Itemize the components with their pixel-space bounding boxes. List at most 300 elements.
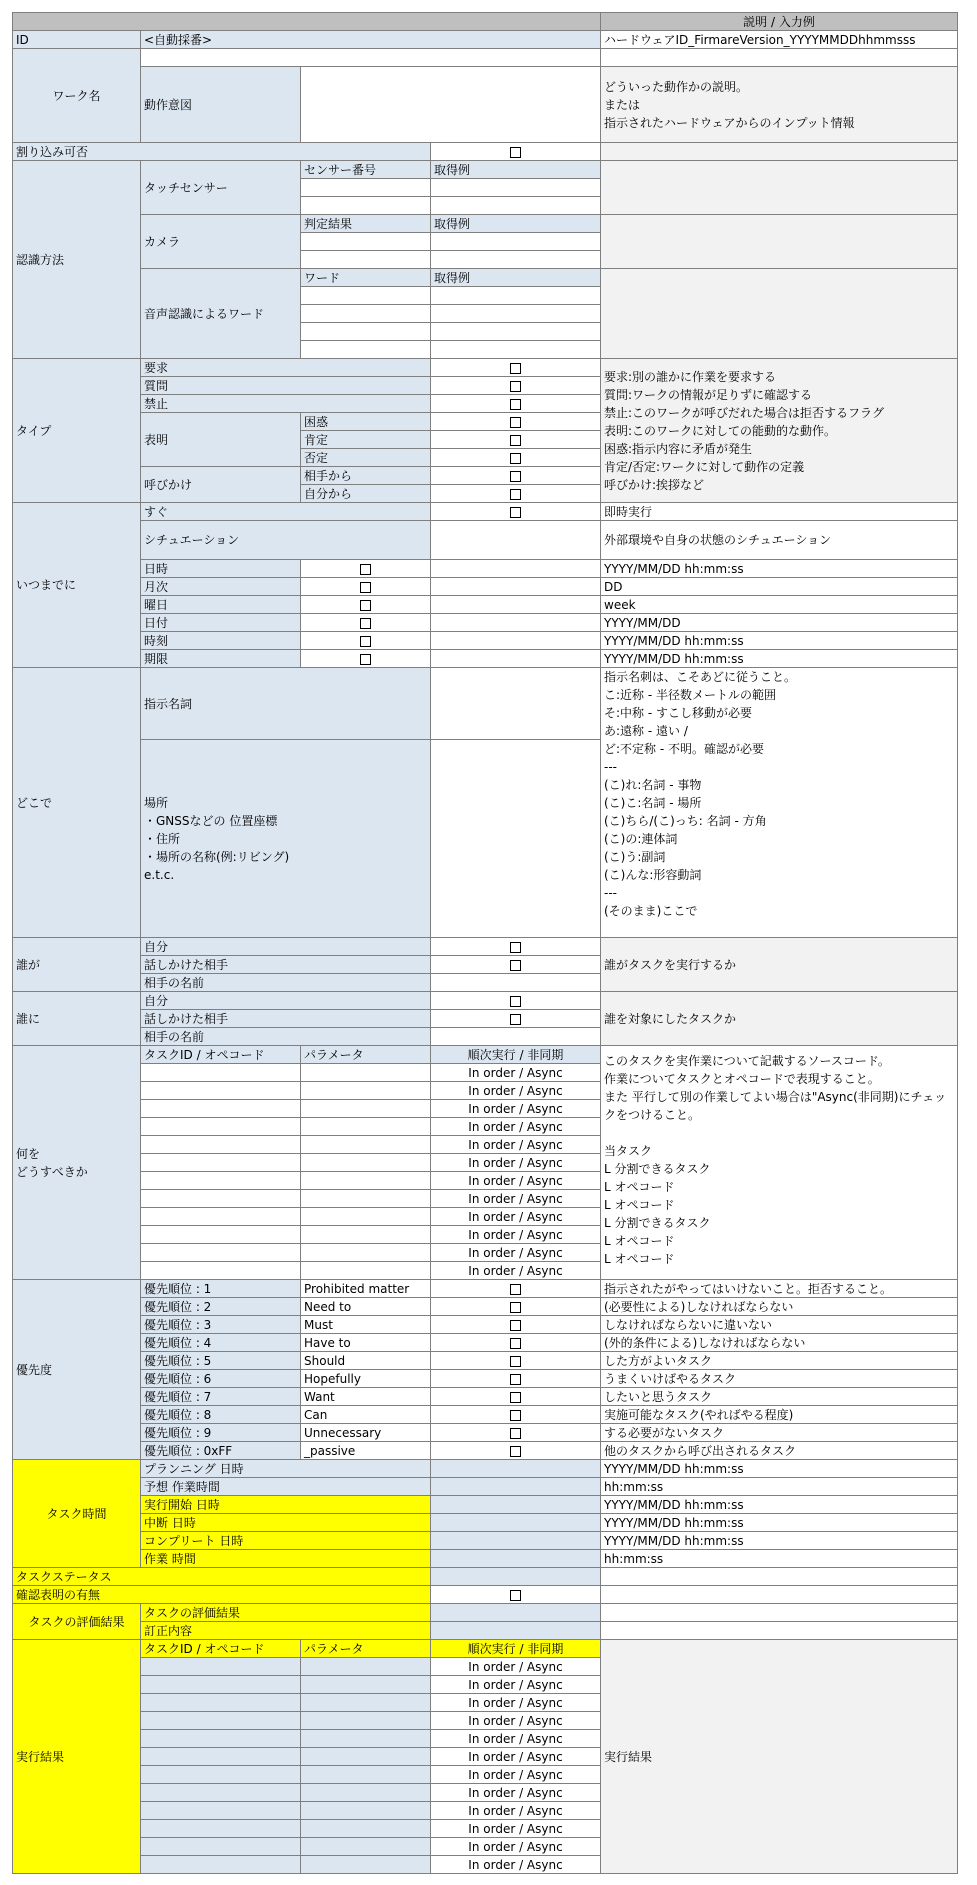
- what-order-header: 順次実行 / 非同期: [431, 1046, 601, 1064]
- type-from-self-checkbox[interactable]: [431, 485, 601, 503]
- what-desc: このタスクを実作業について記載するソースコード。 作業についてタスクとオペコードで表現すること。 また 平行して別の作業してよい場合は"Async(非同期)にチェックをつけること。 当タスク L 分割できるタスク L オペコード L オペコード L 分割できるタスク L オペコード L オペコード: [601, 1046, 958, 1280]
- checkbox-icon[interactable]: [510, 471, 521, 482]
- priority-desc: 実施可能なタスク(やればやる程度): [601, 1406, 958, 1424]
- touch-example-input[interactable]: [431, 179, 601, 197]
- type-question-label: 質問: [141, 377, 431, 395]
- who-self-checkbox[interactable]: [431, 938, 601, 956]
- exec-param-header: パラメータ: [301, 1640, 431, 1658]
- what-param-input[interactable]: [301, 1136, 431, 1154]
- when-monthly-desc: DD: [601, 578, 958, 596]
- priority-en: Want: [301, 1388, 431, 1406]
- priority-desc: したいと思うタスク: [601, 1388, 958, 1406]
- what-task-id-input[interactable]: [141, 1100, 301, 1118]
- checkbox-icon[interactable]: [510, 453, 521, 464]
- what-order-select[interactable]: In order / Async: [431, 1064, 601, 1082]
- exec-order-select[interactable]: In order / Async: [431, 1676, 601, 1694]
- where-demonstrative-input[interactable]: [431, 668, 601, 740]
- what-task-id-input[interactable]: [141, 1082, 301, 1100]
- exec-param-input[interactable]: [301, 1676, 431, 1694]
- exec-task-id-input[interactable]: [141, 1784, 301, 1802]
- camera-example-input[interactable]: [431, 251, 601, 269]
- confirm-desc: [601, 1586, 958, 1604]
- judgement-input[interactable]: [301, 251, 431, 269]
- voice-word-label: 音声認識によるワード: [141, 269, 301, 359]
- word-input[interactable]: [301, 305, 431, 323]
- checkbox-icon[interactable]: [360, 582, 371, 593]
- task-time-suspend-label: 中断 日時: [141, 1514, 431, 1532]
- checkbox-icon[interactable]: [510, 507, 521, 518]
- when-date-label: 日付: [141, 614, 301, 632]
- checkbox-icon[interactable]: [360, 564, 371, 575]
- id-label: ID: [13, 31, 141, 49]
- when-datetime-checkbox[interactable]: [301, 560, 431, 578]
- id-value[interactable]: <自動採番>: [141, 31, 601, 49]
- exec-order-header: 順次実行 / 非同期: [431, 1640, 601, 1658]
- what-param-input[interactable]: [301, 1226, 431, 1244]
- touch-example-input[interactable]: [431, 197, 601, 215]
- what-param-input[interactable]: [301, 1172, 431, 1190]
- what-order-select[interactable]: In order / Async: [431, 1118, 601, 1136]
- id-row: [13, 31, 958, 49]
- type-from-self-label: 自分から: [301, 485, 431, 503]
- what-task-id-input[interactable]: [141, 1172, 301, 1190]
- work-name-label: ワーク名: [13, 49, 141, 143]
- exec-order-select[interactable]: In order / Async: [431, 1784, 601, 1802]
- task-time-estimate-input[interactable]: [431, 1478, 601, 1496]
- exec-task-id-input[interactable]: [141, 1712, 301, 1730]
- confirm-label: 確認表明の有無: [13, 1586, 431, 1604]
- type-deny-checkbox[interactable]: [431, 449, 601, 467]
- exec-param-input[interactable]: [301, 1658, 431, 1676]
- priority-desc: 指示されたがやってはいけないこと。拒否すること。: [601, 1280, 958, 1298]
- priority-checkbox[interactable]: [431, 1388, 601, 1406]
- what-task-id-input[interactable]: [141, 1136, 301, 1154]
- priority-name: 優先順位 : 8: [141, 1406, 301, 1424]
- what-task-id-input[interactable]: [141, 1154, 301, 1172]
- exec-order-select[interactable]: In order / Async: [431, 1730, 601, 1748]
- who-partner-label: 話しかけた相手: [141, 956, 431, 974]
- exec-param-input[interactable]: [301, 1730, 431, 1748]
- what-param-input[interactable]: [301, 1262, 431, 1280]
- type-affirm-checkbox[interactable]: [431, 431, 601, 449]
- word-input[interactable]: [301, 323, 431, 341]
- when-monthly-label: 月次: [141, 578, 301, 596]
- what-task-id-input[interactable]: [141, 1244, 301, 1262]
- exec-order-select[interactable]: In order / Async: [431, 1802, 601, 1820]
- priority-desc: した方がよいタスク: [601, 1352, 958, 1370]
- whom-self-checkbox[interactable]: [431, 992, 601, 1010]
- task-time-start-desc: YYYY/MM/DD hh:mm:ss: [601, 1496, 958, 1514]
- where-place-input[interactable]: [431, 740, 601, 938]
- exec-order-select[interactable]: In order / Async: [431, 1838, 601, 1856]
- when-situation-desc: 外部環境や自身の状態のシチュエーション: [601, 521, 958, 560]
- interrupt-checkbox[interactable]: [431, 143, 601, 161]
- whom-label: 誰に: [13, 992, 141, 1046]
- when-datetime-input[interactable]: [431, 560, 601, 578]
- type-call-label: 呼びかけ: [141, 467, 301, 503]
- priority-checkbox[interactable]: [431, 1280, 601, 1298]
- priority-name: 優先順位 : 9: [141, 1424, 301, 1442]
- type-confused-checkbox[interactable]: [431, 413, 601, 431]
- what-task-id-input[interactable]: [141, 1064, 301, 1082]
- task-definition-sheet: [12, 12, 958, 1874]
- priority-checkbox[interactable]: [431, 1352, 601, 1370]
- where-demonstrative-label: 指示名詞: [141, 668, 431, 740]
- exec-result-label: 実行結果: [13, 1640, 141, 1874]
- when-deadline-label: 期限: [141, 650, 301, 668]
- checkbox-icon[interactable]: [510, 1428, 521, 1439]
- exec-task-id-input[interactable]: [141, 1676, 301, 1694]
- camera-example-input[interactable]: [431, 233, 601, 251]
- priority-en: Need to: [301, 1298, 431, 1316]
- header-row: [13, 13, 958, 31]
- what-param-input[interactable]: [301, 1082, 431, 1100]
- when-deadline-input[interactable]: [431, 650, 601, 668]
- type-affirm-label: 肯定: [301, 431, 431, 449]
- evaluation-result-input[interactable]: [431, 1604, 601, 1622]
- sensor-number-input[interactable]: [301, 179, 431, 197]
- priority-en: Prohibited matter: [301, 1280, 431, 1298]
- when-immediate-label: すぐ: [141, 503, 431, 521]
- what-param-input[interactable]: [301, 1190, 431, 1208]
- priority-desc: (必要性による)しなければならない: [601, 1298, 958, 1316]
- exec-order-select[interactable]: In order / Async: [431, 1820, 601, 1838]
- what-order-select[interactable]: In order / Async: [431, 1082, 601, 1100]
- checkbox-icon[interactable]: [510, 381, 521, 392]
- priority-en: Should: [301, 1352, 431, 1370]
- confirm-checkbox[interactable]: [431, 1586, 601, 1604]
- checkbox-icon[interactable]: [510, 1374, 521, 1385]
- checkbox-icon[interactable]: [510, 399, 521, 410]
- when-situation-input[interactable]: [431, 521, 601, 560]
- exec-order-select[interactable]: In order / Async: [431, 1766, 601, 1784]
- checkbox-icon[interactable]: [510, 1338, 521, 1349]
- exec-param-input[interactable]: [301, 1766, 431, 1784]
- sensor-number-header: センサー番号: [301, 161, 431, 179]
- touch-example-header: 取得例: [431, 161, 601, 179]
- priority-desc: する必要がないタスク: [601, 1424, 958, 1442]
- when-time-desc: YYYY/MM/DD hh:mm:ss: [601, 632, 958, 650]
- where-desc: 指示名刺は、こそあどに従うこと。 こ:近称 - 半径数メートルの範囲 そ:中称 - すこし移動が必要 あ:遠称 - 遠い / ど:不定称 - 不明。確認が必要 --- (こ)れ:名詞 - 事物 (こ)こ:名詞 - 場所 (こ)ちら/(こ)っち: 名詞 - 方角 (こ)の:連体詞 (こ)う:副詞 (こ)んな:形容動詞 --- (そのまま)ここで: [601, 668, 958, 938]
- word-input[interactable]: [301, 341, 431, 359]
- touch-desc: [601, 161, 958, 215]
- exec-param-input[interactable]: [301, 1784, 431, 1802]
- when-weekday-input[interactable]: [431, 596, 601, 614]
- checkbox-icon[interactable]: [360, 654, 371, 665]
- id-desc: ハードウェアID_FirmareVersion_YYYYMMDDhhmmsss: [601, 31, 958, 49]
- checkbox-icon[interactable]: [510, 1392, 521, 1403]
- type-expression-label: 表明: [141, 413, 301, 467]
- checkbox-icon[interactable]: [510, 1302, 521, 1313]
- task-time-suspend-desc: YYYY/MM/DD hh:mm:ss: [601, 1514, 958, 1532]
- checkbox-icon[interactable]: [510, 1014, 521, 1025]
- checkbox-icon[interactable]: [510, 1446, 521, 1457]
- what-label: 何を どうすべきか: [13, 1046, 141, 1280]
- task-status-label: タスクステータス: [13, 1568, 431, 1586]
- priority-name: 優先順位 : 3: [141, 1316, 301, 1334]
- when-date-checkbox[interactable]: [301, 614, 431, 632]
- what-order-select[interactable]: In order / Async: [431, 1172, 601, 1190]
- sensor-number-input[interactable]: [301, 197, 431, 215]
- type-question-checkbox[interactable]: [431, 377, 601, 395]
- task-time-work-input[interactable]: [431, 1550, 601, 1568]
- task-time-work-desc: hh:mm:ss: [601, 1550, 958, 1568]
- priority-en: Hopefully: [301, 1370, 431, 1388]
- checkbox-icon[interactable]: [510, 942, 521, 953]
- who-partner-name-label: 相手の名前: [141, 974, 431, 992]
- what-task-id-input[interactable]: [141, 1226, 301, 1244]
- priority-checkbox[interactable]: [431, 1442, 601, 1460]
- work-intent-label: 動作意図: [141, 67, 301, 143]
- who-label: 誰が: [13, 938, 141, 992]
- priority-desc: 他のタスクから呼び出されるタスク: [601, 1442, 958, 1460]
- when-deadline-checkbox[interactable]: [301, 650, 431, 668]
- type-forbid-label: 禁止: [141, 395, 431, 413]
- what-order-select[interactable]: In order / Async: [431, 1154, 601, 1172]
- header-desc: 説明 / 入力例: [601, 13, 958, 31]
- work-name-input[interactable]: [141, 49, 601, 67]
- when-immediate-desc: 即時実行: [601, 503, 958, 521]
- voice-desc: [601, 269, 958, 359]
- when-weekday-desc: week: [601, 596, 958, 614]
- judgement-header: 判定結果: [301, 215, 431, 233]
- when-weekday-checkbox[interactable]: [301, 596, 431, 614]
- checkbox-icon[interactable]: [510, 1410, 521, 1421]
- checkbox-icon[interactable]: [510, 435, 521, 446]
- when-label: いつまでに: [13, 503, 141, 668]
- priority-en: Must: [301, 1316, 431, 1334]
- task-time-label: タスク時間: [13, 1460, 141, 1568]
- task-time-suspend-input[interactable]: [431, 1514, 601, 1532]
- what-task-id-header: タスクID / オペコード: [141, 1046, 301, 1064]
- priority-name: 優先順位 : 0xFF: [141, 1442, 301, 1460]
- priority-name: 優先順位 : 5: [141, 1352, 301, 1370]
- exec-param-input[interactable]: [301, 1802, 431, 1820]
- what-task-id-input[interactable]: [141, 1118, 301, 1136]
- work-intent-input[interactable]: [301, 67, 601, 143]
- camera-example-header: 取得例: [431, 215, 601, 233]
- what-param-input[interactable]: [301, 1208, 431, 1226]
- task-time-estimate-desc: hh:mm:ss: [601, 1478, 958, 1496]
- header-blank: [13, 13, 601, 31]
- what-order-select[interactable]: In order / Async: [431, 1136, 601, 1154]
- whom-desc: 誰を対象にしたタスクか: [601, 992, 958, 1046]
- exec-param-input[interactable]: [301, 1838, 431, 1856]
- priority-desc: (外的条件による)しなければならない: [601, 1334, 958, 1352]
- priority-checkbox[interactable]: [431, 1370, 601, 1388]
- what-task-id-input[interactable]: [141, 1208, 301, 1226]
- what-param-input[interactable]: [301, 1154, 431, 1172]
- when-deadline-desc: YYYY/MM/DD hh:mm:ss: [601, 650, 958, 668]
- exec-task-id-input[interactable]: [141, 1856, 301, 1874]
- exec-task-id-input[interactable]: [141, 1802, 301, 1820]
- what-order-select[interactable]: In order / Async: [431, 1226, 601, 1244]
- checkbox-icon[interactable]: [360, 618, 371, 629]
- what-order-select[interactable]: In order / Async: [431, 1190, 601, 1208]
- exec-param-input[interactable]: [301, 1712, 431, 1730]
- evaluation-result-desc: [601, 1604, 958, 1622]
- camera-desc: [601, 215, 958, 269]
- who-desc: 誰がタスクを実行するか: [601, 938, 958, 992]
- voice-example-input[interactable]: [431, 323, 601, 341]
- exec-order-select[interactable]: In order / Async: [431, 1856, 601, 1874]
- whom-partner-label: 話しかけた相手: [141, 1010, 431, 1028]
- type-desc: 要求:別の誰かに作業を要求する 質問:ワークの情報が足りずに確認する 禁止:このワークが呼びだれた場合は拒否するフラグ 表明:このワークに対しての能動的な動作。 困惑:指示内容に矛盾が発生 肯定/否定:ワークに対して動作の定義 呼びかけ:挨拶など: [601, 359, 958, 503]
- when-date-desc: YYYY/MM/DD: [601, 614, 958, 632]
- checkbox-icon[interactable]: [510, 147, 521, 158]
- whom-self-label: 自分: [141, 992, 431, 1010]
- what-task-id-input[interactable]: [141, 1190, 301, 1208]
- when-monthly-input[interactable]: [431, 578, 601, 596]
- who-partner-name-input[interactable]: [431, 974, 601, 992]
- what-param-input[interactable]: [301, 1100, 431, 1118]
- evaluation-label: タスクの評価結果: [13, 1604, 141, 1640]
- task-time-complete-label: コンプリート 日時: [141, 1532, 431, 1550]
- evaluation-correction-input[interactable]: [431, 1622, 601, 1640]
- who-self-label: 自分: [141, 938, 431, 956]
- priority-name: 優先順位 : 4: [141, 1334, 301, 1352]
- evaluation-correction-label: 訂正内容: [141, 1622, 431, 1640]
- what-order-select[interactable]: In order / Async: [431, 1262, 601, 1280]
- type-forbid-checkbox[interactable]: [431, 395, 601, 413]
- exec-order-select[interactable]: In order / Async: [431, 1748, 601, 1766]
- checkbox-icon[interactable]: [510, 960, 521, 971]
- priority-checkbox[interactable]: [431, 1406, 601, 1424]
- when-immediate-checkbox[interactable]: [431, 503, 601, 521]
- priority-name: 優先順位 : 6: [141, 1370, 301, 1388]
- voice-example-input[interactable]: [431, 287, 601, 305]
- when-date-input[interactable]: [431, 614, 601, 632]
- exec-task-id-input[interactable]: [141, 1730, 301, 1748]
- exec-param-input[interactable]: [301, 1856, 431, 1874]
- exec-order-select[interactable]: In order / Async: [431, 1694, 601, 1712]
- exec-task-id-input[interactable]: [141, 1838, 301, 1856]
- what-order-select[interactable]: In order / Async: [431, 1100, 601, 1118]
- voice-example-input[interactable]: [431, 341, 601, 359]
- work-name-desc: どういった動作かの説明。 または 指示されたハードウェアからのインプット情報: [601, 67, 958, 143]
- whom-partner-name-input[interactable]: [431, 1028, 601, 1046]
- voice-example-input[interactable]: [431, 305, 601, 323]
- type-request-label: 要求: [141, 359, 431, 377]
- evaluation-correction-desc: [601, 1622, 958, 1640]
- priority-checkbox[interactable]: [431, 1298, 601, 1316]
- exec-result-desc: 実行結果: [601, 1640, 958, 1874]
- exec-task-id-input[interactable]: [141, 1694, 301, 1712]
- priority-checkbox[interactable]: [431, 1316, 601, 1334]
- priority-en: _passive: [301, 1442, 431, 1460]
- exec-order-select[interactable]: In order / Async: [431, 1712, 601, 1730]
- exec-param-input[interactable]: [301, 1748, 431, 1766]
- task-time-complete-desc: YYYY/MM/DD hh:mm:ss: [601, 1532, 958, 1550]
- type-from-partner-checkbox[interactable]: [431, 467, 601, 485]
- when-time-label: 時刻: [141, 632, 301, 650]
- what-order-select[interactable]: In order / Async: [431, 1208, 601, 1226]
- voice-example-header: 取得例: [431, 269, 601, 287]
- priority-name: 優先順位 : 7: [141, 1388, 301, 1406]
- word-input[interactable]: [301, 287, 431, 305]
- when-monthly-checkbox[interactable]: [301, 578, 431, 596]
- whom-partner-checkbox[interactable]: [431, 1010, 601, 1028]
- exec-task-id-input[interactable]: [141, 1748, 301, 1766]
- checkbox-icon[interactable]: [510, 1356, 521, 1367]
- exec-param-input[interactable]: [301, 1694, 431, 1712]
- exec-task-id-input[interactable]: [141, 1820, 301, 1838]
- priority-en: Can: [301, 1406, 431, 1424]
- camera-label: カメラ: [141, 215, 301, 269]
- what-task-id-input[interactable]: [141, 1262, 301, 1280]
- checkbox-icon[interactable]: [360, 636, 371, 647]
- interrupt-desc: [601, 143, 958, 161]
- type-deny-label: 否定: [301, 449, 431, 467]
- type-from-partner-label: 相手から: [301, 467, 431, 485]
- when-time-checkbox[interactable]: [301, 632, 431, 650]
- when-time-input[interactable]: [431, 632, 601, 650]
- checkbox-icon[interactable]: [510, 417, 521, 428]
- task-time-planning-input[interactable]: [431, 1460, 601, 1478]
- when-datetime-desc: YYYY/MM/DD hh:mm:ss: [601, 560, 958, 578]
- priority-name: 優先順位 : 2: [141, 1298, 301, 1316]
- type-request-checkbox[interactable]: [431, 359, 601, 377]
- type-confused-label: 困惑: [301, 413, 431, 431]
- evaluation-result-label: タスクの評価結果: [141, 1604, 431, 1622]
- priority-desc: しなければならないに違いない: [601, 1316, 958, 1334]
- where-place-label: 場所 ・GNSSなどの 位置座標 ・住所 ・場所の名称(例:リビング) e.t.c.: [141, 740, 431, 938]
- exec-param-input[interactable]: [301, 1820, 431, 1838]
- task-time-start-label: 実行開始 日時: [141, 1496, 431, 1514]
- checkbox-icon[interactable]: [510, 489, 521, 500]
- task-time-complete-input[interactable]: [431, 1532, 601, 1550]
- when-situation-label: シチュエーション: [141, 521, 431, 560]
- task-status-input[interactable]: [431, 1568, 601, 1586]
- checkbox-icon[interactable]: [510, 1320, 521, 1331]
- exec-task-id-input[interactable]: [141, 1766, 301, 1784]
- type-label: タイプ: [13, 359, 141, 503]
- what-param-input[interactable]: [301, 1244, 431, 1262]
- checkbox-icon[interactable]: [510, 996, 521, 1007]
- when-weekday-label: 曜日: [141, 596, 301, 614]
- task-time-planning-label: プランニング 日時: [141, 1460, 431, 1478]
- checkbox-icon[interactable]: [510, 1590, 521, 1601]
- task-time-estimate-label: 予想 作業時間: [141, 1478, 431, 1496]
- priority-name: 優先順位 : 1: [141, 1280, 301, 1298]
- recognition-label: 認識方法: [13, 161, 141, 359]
- what-param-input[interactable]: [301, 1064, 431, 1082]
- judgement-input[interactable]: [301, 233, 431, 251]
- task-time-start-input[interactable]: [431, 1496, 601, 1514]
- interrupt-label: 割り込み可否: [13, 143, 431, 161]
- exec-order-select[interactable]: In order / Async: [431, 1658, 601, 1676]
- priority-label: 優先度: [13, 1280, 141, 1460]
- checkbox-icon[interactable]: [360, 600, 371, 611]
- checkbox-icon[interactable]: [510, 1284, 521, 1295]
- task-time-work-label: 作業 時間: [141, 1550, 431, 1568]
- priority-desc: うまくいけばやるタスク: [601, 1370, 958, 1388]
- priority-checkbox[interactable]: [431, 1424, 601, 1442]
- priority-checkbox[interactable]: [431, 1334, 601, 1352]
- what-param-input[interactable]: [301, 1118, 431, 1136]
- who-partner-checkbox[interactable]: [431, 956, 601, 974]
- exec-task-id-input[interactable]: [141, 1658, 301, 1676]
- interrupt-row: [13, 143, 958, 161]
- whom-partner-name-label: 相手の名前: [141, 1028, 431, 1046]
- checkbox-icon[interactable]: [510, 363, 521, 374]
- work-name-desc-blank: [601, 49, 958, 67]
- what-param-header: パラメータ: [301, 1046, 431, 1064]
- word-header: ワード: [301, 269, 431, 287]
- priority-en: Unnecessary: [301, 1424, 431, 1442]
- priority-en: Have to: [301, 1334, 431, 1352]
- what-order-select[interactable]: In order / Async: [431, 1244, 601, 1262]
